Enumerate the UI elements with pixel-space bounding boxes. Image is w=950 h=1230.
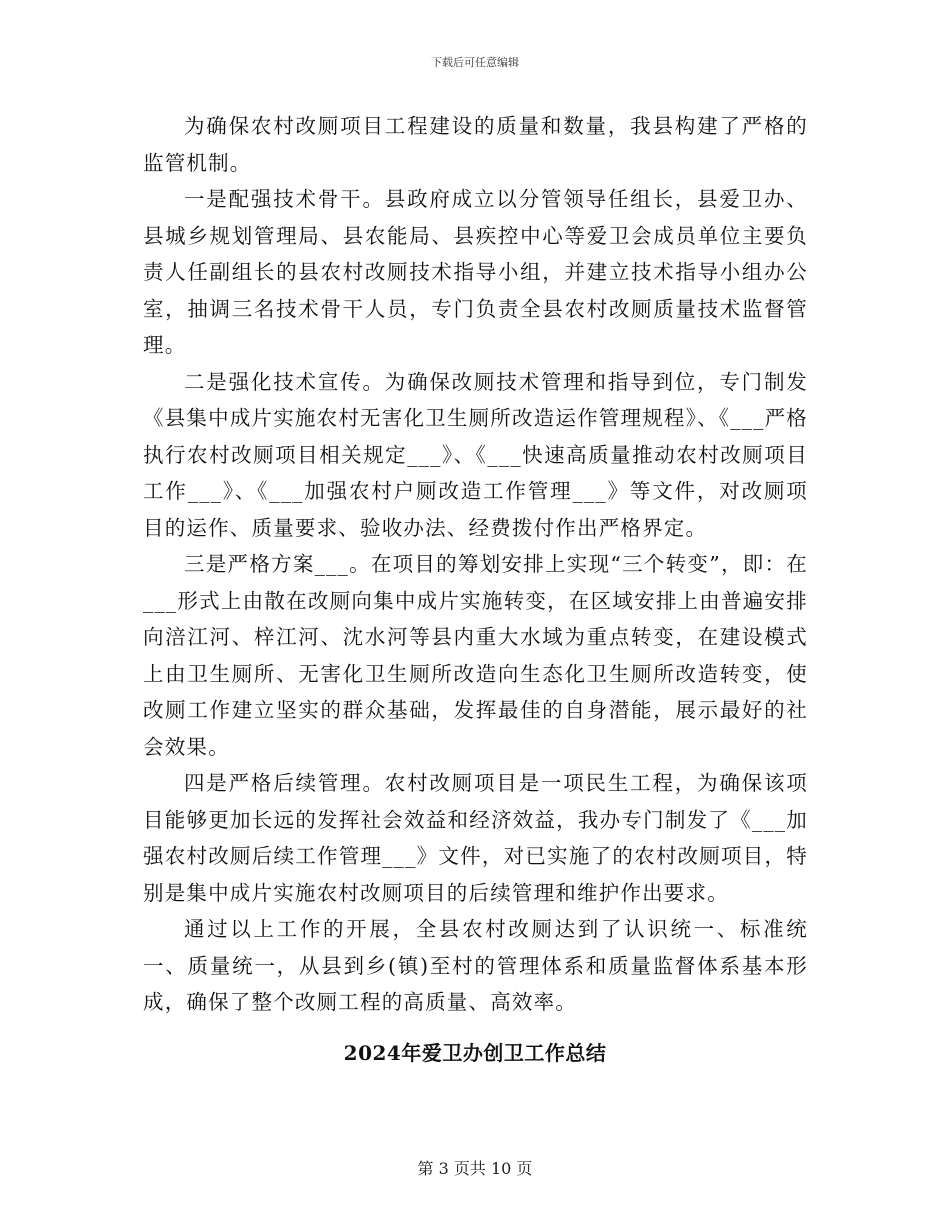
paragraph-conclusion: 通过以上工作的开展，全县农村改厕达到了认识统一、标准统一、质量统一，从县到乡(镇)至村的管理体系和质量监督体系基本形成，确保了整个改厕工程的高质量、高效率。 [143,917,808,1014]
page-number-footer: 第 3 页共 10 页 [417,1159,533,1178]
section-title: 2024年爱卫办创卫工作总结 [343,1041,607,1065]
paragraph-follow-up-management: 四是严格后续管理。农村改厕项目是一项民生工程，为确保该项目能够更加长远的发挥社会效益和经济效益，我办专门制发了《___加强农村改厕后续工作管理___》文件，对已实施了的农村改厕项目，特别是集中成片实施农村改厕项目的后续管理和维护作出要求。 [143,771,808,905]
header-note: 下载后可任意编辑 [431,56,519,69]
paragraph-technical-publicity: 二是强化技术宣传。为确保改厕技术管理和指导到位，专门制发《县集中成片实施农村无害化卫生厕所改造运作管理规程》、《___严格执行农村改厕项目相关规定___》、《___快速高质量推动农村改厕项目工作___》、《___加强农村户厕改造工作管理___》等文件，对改厕项目的运作、质量要求、验收办法、经费拨付作出严格界定。 [143,369,808,540]
paragraph-technical-staff: 一是配强技术骨干。县政府成立以分管领导任组长，县爱卫办、县城乡规划管理局、县农能局、县疾控中心等爱卫会成员单位主要负责人任副组长的县农村改厕技术指导小组，并建立技术指导小组办公室，抽调三名技术骨干人员，专门负责全县农村改厕质量技术监督管理。 [143,187,808,357]
body-text [143,108,808,1021]
paragraph-intro: 为确保农村改厕项目工程建设的质量和数量，我县构建了严格的监管机制。 [143,114,808,175]
paragraph-strict-plan: 三是严格方案___。在项目的筹划安排上实现“三个转变”，即：在___形式上由散在改厕向集中成片实施转变，在区域安排上由普遍安排向涪江河、梓江河、沈水河等县内重大水域为重点转变，在建设模式上由卫生厕所、无害化卫生厕所改造向生态化卫生厕所改造转变，使改厕工作建立坚实的群众基础，发挥最佳的自身潜能，展示最好的社会效果。 [143,552,808,759]
